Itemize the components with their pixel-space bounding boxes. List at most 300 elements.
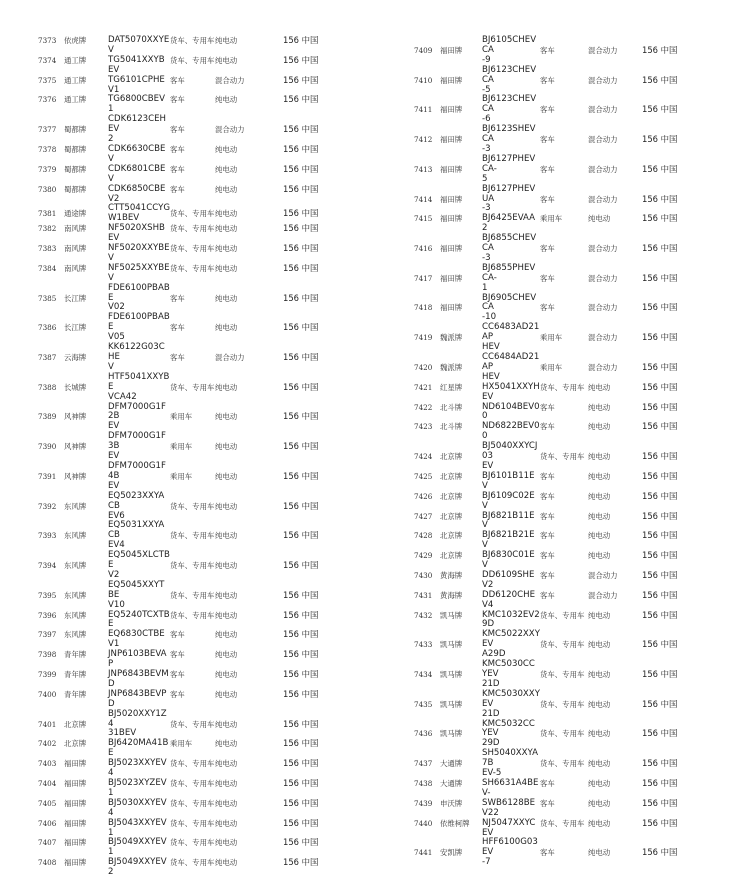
model-number: KMC1032EV29D [482,609,540,630]
brand-name: 凯马牌 [440,699,463,709]
country-of-origin: 156 中国 [642,818,678,828]
country-of-origin: 156 中国 [283,818,319,828]
brand-name: 福田牌 [440,105,463,115]
model-number: KMC5030CCYEV 21D [482,659,535,689]
power-type: 纯电动 [588,531,611,541]
model-number: BJ6425EVAA2 [482,213,536,234]
brand-name: 通工牌 [64,75,87,85]
model-number: BJ5023XXYEV4 [108,758,167,779]
model-number: SH6631A4BEV- [482,777,539,798]
brand-name: 北京牌 [440,511,463,521]
table-row [414,591,714,611]
vehicle-type: 客车 [540,105,555,115]
vehicle-type: 货车、专用车 [170,719,215,729]
table-row [414,403,714,423]
brand-name: 蜀都牌 [64,144,87,154]
table-row [414,422,714,442]
row-number: 7441 [414,848,433,858]
vehicle-type: 客车 [170,125,185,135]
row-number: 7426 [414,491,433,501]
vehicle-type: 客车 [540,590,555,600]
country-of-origin: 156 中国 [283,412,319,422]
model-number: KMC5032CCYEV 29D [482,718,535,749]
power-type: 混合动力 [588,590,618,600]
brand-name: 黄海牌 [440,570,463,580]
row-number: 7387 [38,353,57,362]
row-number: 7392 [38,501,57,511]
vehicle-type: 客车 [540,798,555,808]
power-type: 纯电动 [588,491,611,501]
brand-name: 北京牌 [440,452,463,462]
power-type: 混合动力 [588,303,618,313]
table-row [38,165,368,185]
vehicle-type: 客车 [170,670,185,679]
country-of-origin: 156 中国 [283,610,319,620]
model-number: JNP6103BEVAP [108,649,167,670]
table-row [38,284,368,314]
model-number: CDK6801CBEV [108,163,166,184]
country-of-origin: 156 中国 [642,590,678,600]
country-of-origin: 156 中国 [283,95,319,105]
country-of-origin: 156 中国 [642,491,678,501]
country-of-origin: 156 中国 [283,55,319,65]
power-type: 纯电动 [588,759,611,769]
power-type: 纯电动 [215,55,238,65]
brand-name: 东风牌 [64,610,87,620]
power-type: 纯电动 [215,818,238,828]
power-type: 纯电动 [588,778,611,788]
country-of-origin: 156 中国 [283,650,319,660]
power-type: 混合动力 [588,194,618,204]
power-type: 混合动力 [588,105,618,115]
vehicle-type: 货车、专用车 [170,263,215,273]
vehicle-type: 客车 [540,422,555,432]
country-of-origin: 156 中国 [283,263,319,273]
table-row [38,611,368,631]
table-row [38,373,368,403]
model-number: CDK6123CEHEV 2 [108,114,167,145]
vehicle-type: 客车 [540,194,555,204]
country-of-origin: 156 中国 [642,778,678,788]
table-row [38,779,368,799]
vehicle-type: 乘用车 [540,333,563,343]
power-type: 纯电动 [588,699,611,709]
table-row [414,571,714,591]
country-of-origin: 156 中国 [283,244,319,254]
vehicle-type: 客车 [540,244,555,254]
brand-name: 大通牌 [440,778,463,788]
brand-name: 北京牌 [440,551,463,561]
vehicle-type: 货车、专用车 [170,561,215,571]
row-number: 7373 [38,36,57,45]
country-of-origin: 156 中国 [642,164,678,174]
table-row [414,690,714,720]
power-type: 混合动力 [588,273,618,283]
table-row [414,551,714,571]
model-number: DD6120CHEV4 [482,589,535,610]
power-type: 混合动力 [588,75,618,85]
country-of-origin: 156 中国 [642,402,678,412]
table-row [414,660,714,690]
row-number: 7388 [38,382,57,392]
brand-name: 通途牌 [64,209,87,219]
model-number: EQ5045XLCTBE V2 [108,550,170,580]
brand-name: 黄海牌 [440,590,463,600]
country-of-origin: 156 中国 [283,501,319,511]
vehicle-type: 货车、专用车 [170,209,215,219]
model-number: EQ5031XXYACB EV4 [108,520,165,551]
power-type: 纯电动 [588,818,611,828]
brand-name: 北斗牌 [440,422,463,432]
table-row [414,838,714,868]
vehicle-type: 客车 [540,164,555,174]
country-of-origin: 156 中国 [642,610,678,620]
model-number: KMC5030XXYEV 21D [482,688,540,719]
row-number: 7395 [38,590,57,600]
model-number: CDK6630CBEV [108,143,166,164]
table-row [38,819,368,839]
table-row [414,234,714,264]
table-row [414,512,714,532]
brand-name: 福田牌 [64,798,87,808]
country-of-origin: 156 中国 [642,362,678,372]
row-number: 7427 [414,511,433,521]
power-type: 纯电动 [215,610,238,620]
brand-name: 大通牌 [440,759,463,769]
right-table [414,36,714,868]
row-number: 7429 [414,551,433,561]
vehicle-type: 乘用车 [170,412,193,422]
row-number: 7390 [38,442,57,452]
row-number: 7430 [414,570,433,580]
power-type: 混合动力 [588,333,618,343]
vehicle-type: 乘用车 [540,214,563,224]
country-of-origin: 156 中国 [642,670,678,679]
row-number: 7381 [38,209,57,219]
row-number: 7431 [414,590,433,600]
model-number: BJ6127PHEVUA -3 [482,183,536,214]
vehicle-type: 货车、专用车 [170,55,215,65]
row-number: 7406 [38,818,57,828]
brand-name: 南风牌 [64,263,87,273]
country-of-origin: 156 中国 [642,214,678,224]
table-row [38,521,368,551]
power-type: 纯电动 [588,382,611,392]
power-type: 混合动力 [588,362,618,372]
row-number: 7374 [38,55,57,65]
vehicle-type: 货车、专用车 [170,501,215,511]
vehicle-type: 客车 [170,164,185,174]
table-row [414,531,714,551]
model-number: BJ5049XXYEV2 [108,857,167,878]
table-row [38,492,368,522]
country-of-origin: 156 中国 [283,858,319,868]
row-number: 7404 [38,778,57,788]
brand-name: 北京牌 [440,471,463,481]
table-row [38,670,368,690]
vehicle-type: 客车 [170,689,185,699]
country-of-origin: 156 中国 [283,224,319,234]
power-type: 纯电动 [588,640,611,650]
power-type: 纯电动 [215,838,238,848]
table-row [38,95,368,115]
row-number: 7401 [38,719,57,729]
model-number: HFF6100G03EV -7 [482,837,538,868]
power-type: 纯电动 [215,719,238,729]
vehicle-type: 客车 [170,353,185,362]
row-number: 7396 [38,610,57,620]
vehicle-type: 乘用车 [540,362,563,372]
model-number: BJ6420MA41BE [108,738,169,759]
model-number: FDE6100PBABE V02 [108,282,170,313]
brand-name: 东风牌 [64,501,87,511]
brand-name: 福田牌 [64,858,87,868]
vehicle-type: 客车 [170,184,185,194]
brand-name: 北斗牌 [440,402,463,412]
power-type: 纯电动 [215,209,238,219]
row-number: 7432 [414,610,433,620]
brand-name: 北京牌 [64,719,87,729]
country-of-origin: 156 中国 [642,570,678,580]
country-of-origin: 156 中国 [283,561,319,571]
model-number: JNP6843BEVMD [108,669,169,689]
row-number: 7417 [414,273,433,283]
row-number: 7405 [38,798,57,808]
power-type: 纯电动 [215,224,238,234]
row-number: 7379 [38,164,57,174]
country-of-origin: 156 中国 [642,75,678,85]
model-number: BJ5030XXYEV4 [108,797,167,818]
table-row [414,185,714,215]
power-type: 纯电动 [215,412,238,422]
table-row [38,204,368,224]
power-type: 纯电动 [215,689,238,699]
table-row [38,244,368,264]
country-of-origin: 156 中国 [283,471,319,481]
row-number: 7377 [38,125,57,135]
model-number: CC6484AD21AP HEV [482,352,540,382]
row-number: 7440 [414,818,433,828]
brand-name: 福田牌 [440,214,463,224]
table-row [38,799,368,819]
vehicle-type: 货车、专用车 [540,670,585,679]
row-number: 7437 [414,759,433,769]
power-type: 纯电动 [215,798,238,808]
vehicle-type: 货车、专用车 [170,610,215,620]
table-row [414,442,714,472]
table-row [414,214,714,234]
power-type: 纯电动 [215,164,238,174]
row-number: 7435 [414,699,433,709]
vehicle-type: 货车、专用车 [540,640,585,650]
vehicle-type: 客车 [170,293,185,303]
country-of-origin: 156 中国 [642,640,678,650]
power-type: 纯电动 [215,471,238,481]
table-row [38,224,368,244]
country-of-origin: 156 中国 [642,194,678,204]
country-of-origin: 156 中国 [642,303,678,313]
vehicle-type: 客车 [170,144,185,154]
table-row [38,115,368,145]
country-of-origin: 156 中国 [642,452,678,462]
brand-name: 依虎牌 [64,36,87,45]
country-of-origin: 156 中国 [283,75,319,85]
model-number: EQ5240TCXTBE [108,609,170,630]
table-row [38,551,368,581]
row-number: 7386 [38,323,57,333]
table-row [38,343,368,373]
vehicle-type: 货车、专用车 [170,838,215,848]
brand-name: 南风牌 [64,244,87,254]
power-type: 纯电动 [588,214,611,224]
model-number: EQ6830CTBEV1 [108,629,165,650]
table-row [414,383,714,403]
row-number: 7419 [414,333,433,343]
power-type: 混合动力 [215,353,245,362]
model-number: BJ6855CHEVCA -3 [482,233,537,263]
power-type: 纯电动 [215,263,238,273]
table-row [38,36,368,56]
power-type: 纯电动 [588,402,611,412]
table-row [38,650,368,670]
brand-name: 青年牌 [64,650,87,660]
brand-name: 长江牌 [64,293,87,303]
vehicle-type: 货车、专用车 [170,759,215,769]
vehicle-type: 客车 [540,273,555,283]
vehicle-type: 货车、专用车 [540,818,585,828]
model-number: BJ5023XYZEV1 [108,777,167,798]
power-type: 混合动力 [588,570,618,580]
brand-name: 东风牌 [64,531,87,541]
country-of-origin: 156 中国 [642,135,678,145]
power-type: 纯电动 [215,323,238,333]
vehicle-type: 货车、专用车 [170,818,215,828]
brand-name: 东风牌 [64,561,87,571]
model-number: ND6822BEV00 [482,421,540,442]
brand-name: 福田牌 [440,135,463,145]
vehicle-type: 客车 [540,511,555,521]
power-type: 纯电动 [588,610,611,620]
row-number: 7422 [414,402,433,412]
country-of-origin: 156 中国 [642,382,678,392]
country-of-origin: 156 中国 [642,471,678,481]
row-number: 7385 [38,293,57,303]
vehicle-type: 货车、专用车 [540,759,585,769]
table-row [414,264,714,294]
vehicle-type: 客车 [540,135,555,145]
power-type: 纯电动 [588,670,611,679]
table-row [414,294,714,324]
row-number: 7398 [38,650,57,660]
model-number: BJ6905CHEVCA -10 [482,292,537,323]
model-number: BJ6101B11EV [482,470,535,491]
brand-name: 蜀都牌 [64,184,87,194]
vehicle-type: 货车、专用车 [170,244,215,254]
table-row [38,76,368,96]
country-of-origin: 156 中国 [283,125,319,135]
model-number: BJ5020XXY1Z4 31BEV [108,708,167,739]
model-number: TG6101CPHEV1 [108,74,165,95]
brand-name: 福田牌 [440,273,463,283]
country-of-origin: 156 中国 [283,670,319,679]
model-number: NF5025XXYBEV [108,262,170,283]
row-number: 7410 [414,75,433,85]
country-of-origin: 156 中国 [642,759,678,769]
power-type: 纯电动 [588,729,611,739]
vehicle-type: 客车 [170,75,185,85]
row-number: 7433 [414,640,433,650]
brand-name: 福田牌 [440,303,463,313]
table-row [38,858,368,878]
table-row [414,472,714,492]
model-number: KMC5022XXYEV A29D [482,629,540,660]
vehicle-type: 货车、专用车 [170,531,215,541]
model-number: DAT5070XXYEV [108,35,170,55]
brand-name: 东风牌 [64,590,87,600]
brand-name: 风神牌 [64,471,87,481]
model-number: SWB6128BEV22 [482,797,536,818]
vehicle-type: 客车 [540,303,555,313]
brand-name: 长江牌 [64,323,87,333]
brand-name: 福田牌 [440,45,463,55]
brand-name: 依维柯牌 [440,818,470,828]
brand-name: 通工牌 [64,95,87,105]
model-number: BJ6821B21EV [482,530,535,551]
brand-name: 凯马牌 [440,640,463,650]
power-type: 纯电动 [215,759,238,769]
power-type: 纯电动 [215,531,238,541]
row-number: 7420 [414,362,433,372]
row-number: 7413 [414,164,433,174]
power-type: 纯电动 [215,293,238,303]
power-type: 纯电动 [215,670,238,679]
country-of-origin: 156 中国 [283,739,319,749]
vehicle-type: 货车、专用车 [540,610,585,620]
vehicle-type: 乘用车 [170,739,193,749]
model-number: BJ5040XXYCJ03 EV [482,441,538,471]
country-of-origin: 156 中国 [283,36,319,45]
brand-name: 福田牌 [440,75,463,85]
brand-name: 南风牌 [64,224,87,234]
country-of-origin: 156 中国 [642,699,678,709]
vehicle-type: 客车 [170,650,185,660]
power-type: 纯电动 [215,739,238,749]
brand-name: 安凯牌 [440,848,463,858]
model-number: KK6122G03CHE V [108,342,165,372]
vehicle-type: 货车、专用车 [170,36,215,45]
power-type: 纯电动 [215,184,238,194]
power-type: 纯电动 [215,382,238,392]
table-row [414,353,714,383]
table-row [38,462,368,492]
table-row [414,611,714,631]
brand-name: 北京牌 [440,491,463,501]
model-number: HX5041XXYHEV [482,381,540,402]
table-row [414,720,714,750]
country-of-origin: 156 中国 [283,630,319,640]
power-type: 纯电动 [215,36,238,45]
model-number: DFM7000G1F4B EV [108,460,166,491]
row-number: 7408 [38,858,57,868]
brand-name: 红星牌 [440,382,463,392]
row-number: 7380 [38,184,57,194]
country-of-origin: 156 中国 [642,551,678,561]
vehicle-type: 货车、专用车 [170,590,215,600]
country-of-origin: 156 中国 [283,798,319,808]
model-number: EQ5023XXYACB EV6 [108,490,165,521]
table-row [38,739,368,759]
brand-name: 魏派牌 [440,362,463,372]
